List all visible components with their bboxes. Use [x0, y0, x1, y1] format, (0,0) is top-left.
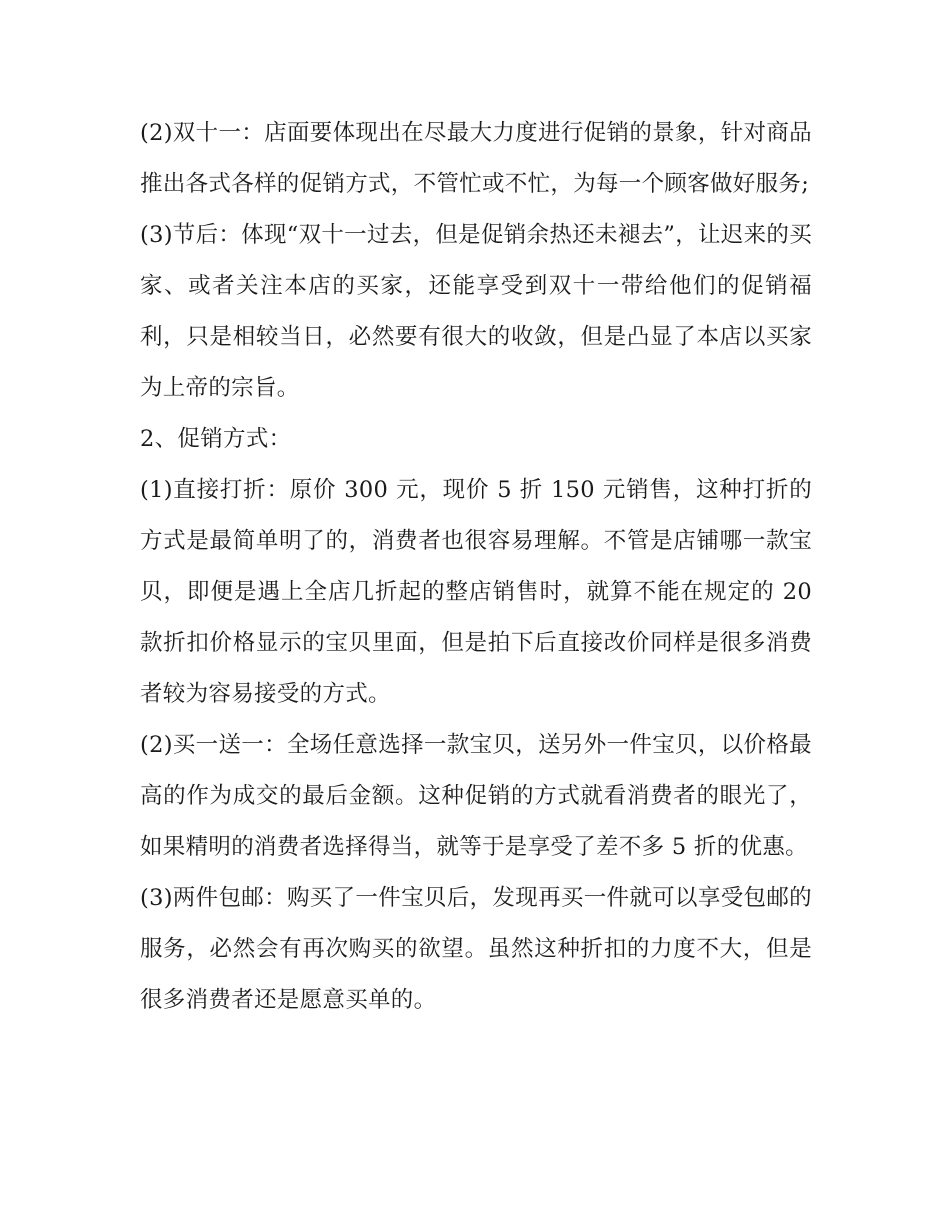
section-heading-promotion-methods: 2、促销方式：: [140, 426, 292, 452]
paragraph-two-items-free-shipping: (3)两件包邮：购买了一件宝贝后，发现再买一件就可以享受包邮的服务，必然会有再次购买的欲望。虽然这种折扣的力度不大，但是很多消费者还是愿意买单的。: [140, 885, 812, 1013]
document-page: [140, 108, 812, 1026]
paragraph-direct-discount: (1)直接打折：原价 300 元，现价 5 折 150 元销售，这种打折的方式是最简单明了的，消费者也很容易理解。不管是店铺哪一款宝贝，即便是遇上全店几折起的整店销售时，就算不能在规定的 20 款折扣价格显示的宝贝里面，但是拍下后直接改价同样是很多消费者较为容易接受的方式。: [140, 477, 812, 707]
paragraph-double-eleven: (2)双十一：店面要体现出在尽最大力度进行促销的景象，针对商品推出各式各样的促销方式，不管忙或不忙，为每一个顾客做好服务;: [140, 120, 812, 197]
paragraph-after-festival: (3)节后：体现“双十一过去，但是促销余热还未褪去”，让迟来的买家、或者关注本店的买家，还能享受到双十一带给他们的促销福利，只是相较当日，必然要有很大的收敛，但是凸显了本店以买家为上帝的宗旨。: [140, 222, 812, 401]
paragraph-buy-one-get-one: (2)买一送一：全场任意选择一款宝贝，送另外一件宝贝，以价格最高的作为成交的最后金额。这种促销的方式就看消费者的眼光了，如果精明的消费者选择得当，就等于是享受了差不多 5 折的优惠。: [140, 732, 812, 860]
